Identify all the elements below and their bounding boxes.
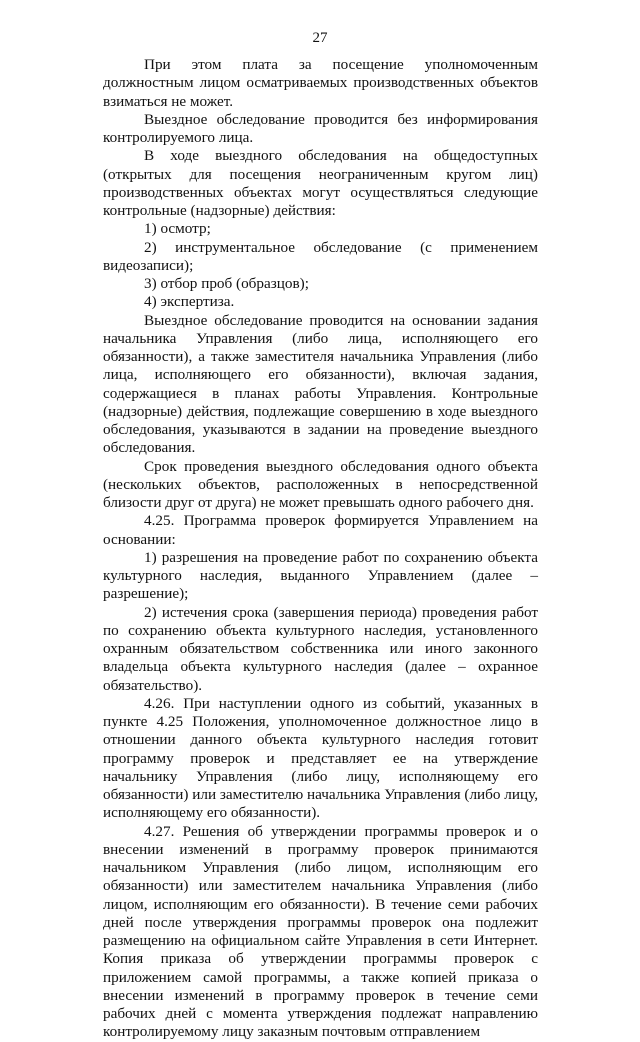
list-item: 1) осмотр; bbox=[144, 220, 211, 238]
list-item: 3) отбор проб (образцов); bbox=[144, 275, 309, 292]
paragraph: При этом плата за посещение уполномоченным должностным лицом осматриваемых производственных объектов взиматься не может. bbox=[103, 56, 538, 110]
page-number: 27 bbox=[312, 30, 328, 46]
section-paragraph: 4.27. Решения об утверждении программы проверок и о внесении изменений в программу проверок принимаются начальником Управления (либо лицом, исполняющим его обязанности) или заместителем начальника Управления (либо лицом, исполняющим его обязанности). В течение семи рабочих дней после утверждения программы проверок она подлежит размещению на официальном сайте Управления в сети Интернет. Копия приказа об утверждении программы проверок с приложением самой программы, а также копией приказа о внесении изменений в программу проверок в течение семи рабочих дней с момента утверждения подлежат направлению контролируемому лицу заказным почтовым отправлением bbox=[103, 822, 538, 1041]
body-text bbox=[103, 56, 538, 1042]
paragraph: Выездное обследование проводится на основании задания начальника Управления (либо лица, исполняющего его обязанности), а также заместителя начальника Управления (либо лица, исполняющего его обязанности), включая задания, содержащиеся в планах работы Управления. Контрольные (надзорные) действия, подлежащие совершению в ходе выездного обследования, указываются в задании на проведение выездного обследования. bbox=[103, 311, 538, 457]
section-paragraph: 4.25. Программа проверок формируется Управлением на основании: bbox=[103, 512, 538, 548]
list-item: 1) разрешения на проведение работ по сохранению объекта культурного наследия, выданного Управлением (далее – разрешение); bbox=[103, 548, 538, 603]
paragraph: Срок проведения выездного обследования одного объекта (нескольких объектов, расположенных в непосредственной близости друг от друга) не может превышать одного рабочего дня. bbox=[103, 457, 538, 511]
list-item: 4) экспертиза. bbox=[144, 293, 235, 311]
paragraph: Выездное обследование проводится без информирования контролируемого лица. bbox=[103, 110, 538, 146]
paragraph: В ходе выездного обследования на общедоступных (открытых для посещения неограниченным кругом лиц) производственных объектах могут осуществляться следующие контрольные (надзорные) действия: bbox=[103, 147, 538, 219]
list-item: 2) инструментальное обследование (с применением видеозаписи); bbox=[103, 238, 538, 274]
section-paragraph: 4.26. При наступлении одного из событий, указанных в пункте 4.25 Положения, уполномоченное должностное лицо в отношении данного объекта культурного наследия готовит программу проверок и представляет ее на утверждение начальнику Управления (либо лицу, исполняющему его обязанности) или заместителю начальника Управления (либо лицу, исполняющему его обязанности). bbox=[103, 694, 538, 822]
list-item: 2) истечения срока (завершения периода) проведения работ по сохранению объекта культурного наследия, установленного охранным обязательством собственника или иного законного владельца объекта культурного наследия (далее – охранное обязательство). bbox=[103, 603, 538, 694]
